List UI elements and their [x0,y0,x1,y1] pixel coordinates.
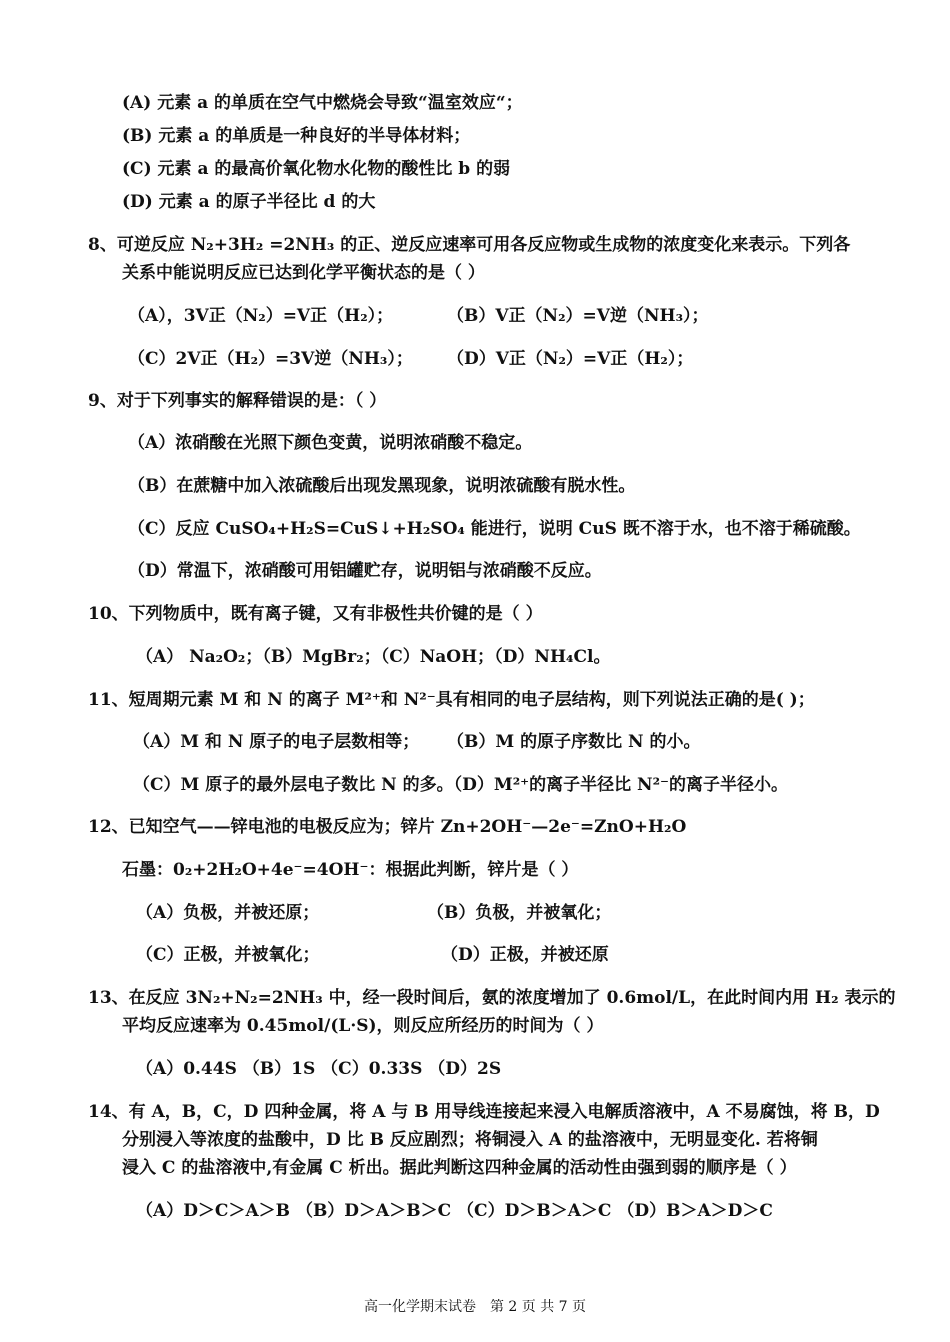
q9-option-c: （C）反应 CuSO₄+H₂S=CuS↓+H₂SO₄ 能进行，说明 CuS 既不溶于水，也不溶于稀硫酸。 [128,519,861,539]
q10-options: （A） Na₂O₂；（B）MgBr₂；（C）NaOH；（D）NH₄Cl。 [136,647,611,667]
q10-stem: 10、下列物质中，既有离子键，又有非极性共价键的是（ ） [88,604,543,624]
q7-option-d: (D) 元素 a 的原子半径比 d 的大 [122,192,376,212]
q7-option-b: (B) 元素 a 的单质是一种良好的半导体材料； [122,126,471,146]
q8-stem-cont: 关系中能说明反应已达到化学平衡状态的是（ ） [122,263,485,283]
q9-stem: 9、对于下列事实的解释错误的是：（ ） [88,391,387,411]
q7-option-a: (A) 元素 a 的单质在空气中燃烧会导致“温室效应“； [122,93,523,113]
q8-option-d: （D）V正（N₂）=V正（H₂）； [447,349,694,369]
q12-option-b: （B）负极，并被氧化； [427,903,612,923]
q8-stem: 8、可逆反应 N₂+3H₂ =2NH₃ 的正、逆反应速率可用各反应物或生成物的浓度变化来表示。下列各 [88,235,851,255]
q11-option-cd: （C）M 原子的最外层电子数比 N 的多。（D）M²⁺的离子半径比 N²⁻的离子半径小。 [133,775,788,795]
q12-option-d: （D）正极，并被还原 [441,945,609,965]
q14-stem-cont-1: 分别浸入等浓度的盐酸中，D 比 B 反应剧烈；将铜浸入 A 的盐溶液中，无明显变化. 若将铜 [122,1130,818,1150]
q11-option-b: （B）M 的原子序数比 N 的小。 [447,732,701,752]
q7-option-c: (C) 元素 a 的最高价氧化物水化物的酸性比 b 的弱 [122,159,511,179]
page-footer: 高一化学期末试卷 第 2 页 共 7 页 [363,1299,587,1315]
q14-stem: 14、有 A，B，C，D 四种金属，将 A 与 B 用导线连接起来浸入电解质溶液中，A 不易腐蚀，将 B，D [88,1102,880,1122]
q11-option-a: （A）M 和 N 原子的电子层数相等； [133,732,420,752]
q11-stem: 11、短周期元素 M 和 N 的离子 M²⁺和 N²⁻具有相同的电子层结构，则下列说法正确的是( )； [88,690,815,710]
q14-options: （A）D＞C＞A＞B （B）D＞A＞B＞C （C）D＞B＞A＞C （D）B＞A＞D＞C [136,1201,773,1221]
q8-option-c: （C）2V正（H₂）=3V逆（NH₃）； [128,349,413,369]
q13-stem: 13、在反应 3N₂+N₂=2NH₃ 中，经一段时间后，氨的浓度增加了 0.6mol/L，在此时间内用 H₂ 表示的 [88,988,896,1008]
q13-options: （A）0.44S （B）1S （C）0.33S （D）2S [136,1059,502,1079]
q9-option-a: （A）浓硝酸在光照下颜色变黄，说明浓硝酸不稳定。 [128,433,533,453]
q9-option-d: （D）常温下，浓硝酸可用铝罐贮存，说明铝与浓硝酸不反应。 [128,561,602,581]
q14-stem-cont-2: 浸入 C 的盐溶液中,有金属 C 析出。据此判断这四种金属的活动性由强到弱的顺序是（ ） [122,1158,797,1178]
q12-stem: 12、已知空气——锌电池的电极反应为；锌片 Zn+2OH⁻—2e⁻=ZnO+H₂O [88,817,687,837]
q13-stem-cont: 平均反应速率为 0.45mol/(L·S)，则反应所经历的时间为（ ） [122,1016,604,1036]
q12-stem-cont: 石墨：0₂+2H₂O+4e⁻=4OH⁻：根据此判断，锌片是（ ） [122,860,579,880]
q12-option-c: （C）正极，并被氧化； [136,945,320,965]
q8-option-b: （B）V正（N₂）=V逆（NH₃）； [447,306,709,326]
q8-option-a: （A），3V正（N₂）=V正（H₂）； [128,306,394,326]
q9-option-b: （B）在蔗糖中加入浓硫酸后出现发黑现象，说明浓硫酸有脱水性。 [128,476,636,496]
q12-option-a: （A）负极，并被还原； [136,903,320,923]
